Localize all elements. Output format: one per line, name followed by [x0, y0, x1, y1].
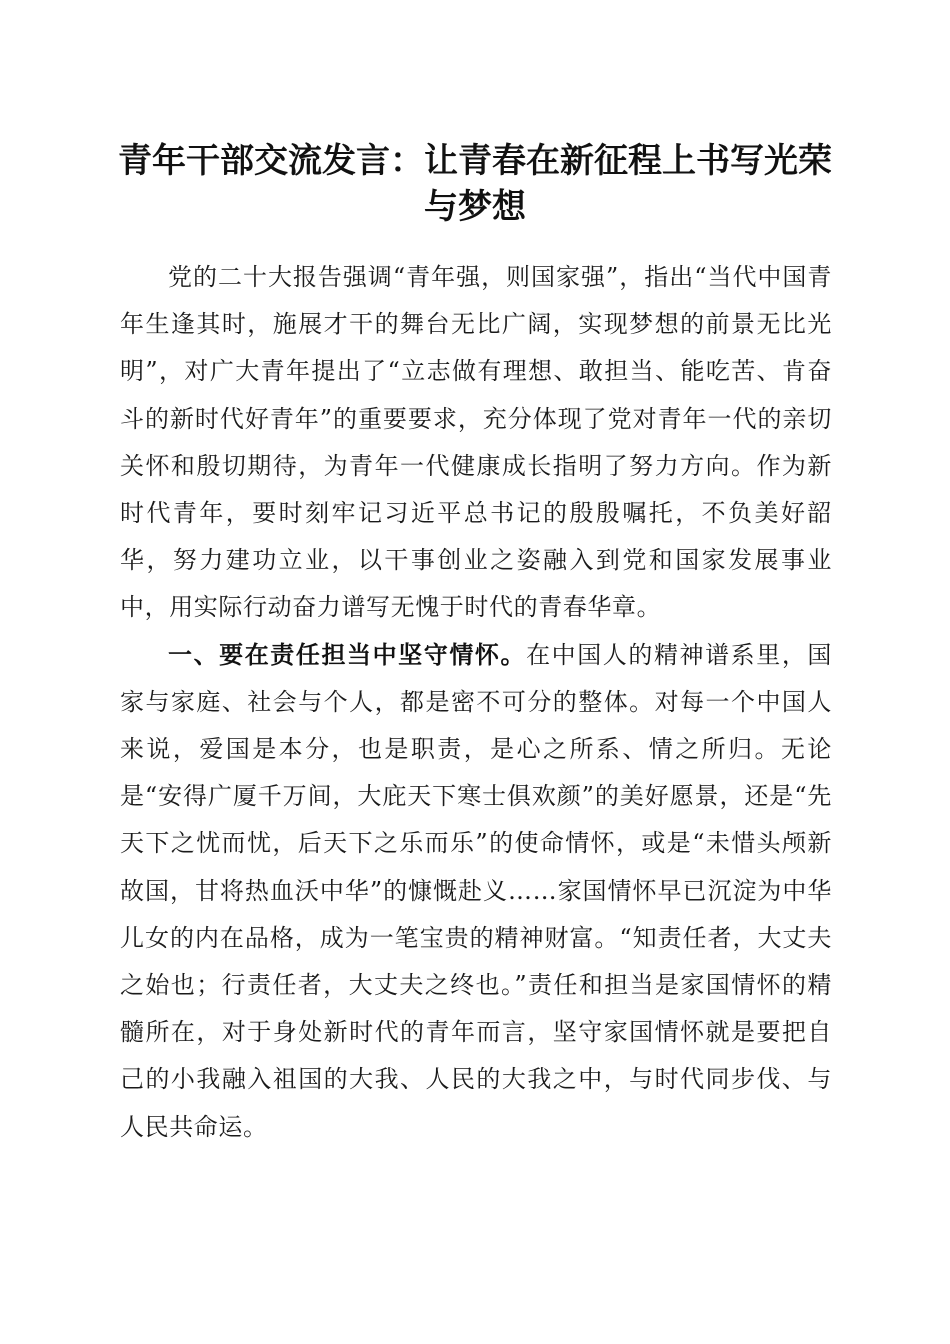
document-title: 青年干部交流发言：让青春在新征程上书写光荣与梦想 [118, 141, 832, 227]
document-body [120, 254, 832, 1151]
paragraph-intro [120, 254, 832, 632]
paragraph-text: 在中国人的精神谱系里，国家与家庭、社会与个人，都是密不可分的整体。对每一个中国人来说，爱国是本分，也是职责，是心之所系、情之所归。无论是“安得广厦千万间，大庇天下寒士俱欢颜”的美好愿景，还是“先天下之忧而忧，后天下之乐而乐”的使命情怀，或是“未惜头颅新故国，甘将热血沃中华”的慷慨赴义……家国情怀早已沉淀为中华儿女的内在品格，成为一笔宝贵的精神财富。“知责任者，大丈夫之始也；行责任者，大丈夫之终也。”责任和担当是家国情怀的精髓所在，对于身处新时代的青年而言，坚守家国情怀就是要把自己的小我融入祖国的大我、人民的大我之中，与时代同步伐、与人民共命运。 [120, 640, 832, 1141]
paragraph-section-1 [120, 632, 832, 1151]
paragraph-text: 党的二十大报告强调“青年强，则国家强”，指出“当代中国青年生逢其时，施展才干的舞台无比广阔，实现梦想的前景无比光明”，对广大青年提出了“立志做有理想、敢担当、能吃苦、肯奋斗的新时代好青年”的重要要求，充分体现了党对青年一代的亲切关怀和殷切期待，为青年一代健康成长指明了努力方向。作为新时代青年，要时刻牢记习近平总书记的殷殷嘱托，不负美好韶华，努力建功立业，以干事创业之姿融入到党和国家发展事业中，用实际行动奋力谱写无愧于时代的青春华章。 [120, 263, 832, 622]
section-heading: 一、要在责任担当中坚守情怀。 [168, 640, 527, 669]
